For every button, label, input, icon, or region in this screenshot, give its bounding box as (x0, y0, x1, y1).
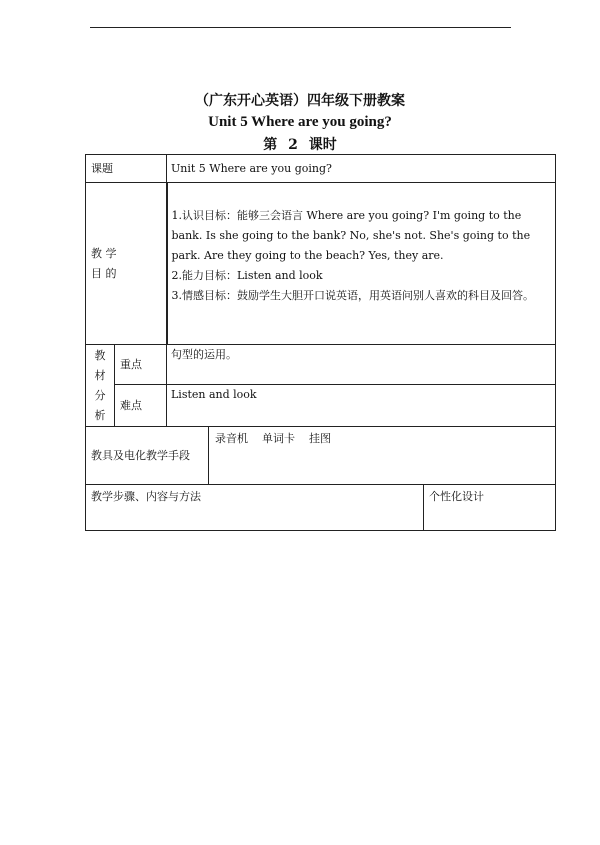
objective-2: 2.能力目标：Listen and look (171, 269, 323, 282)
topic-row (86, 155, 556, 183)
key-point-value: 句型的运用。 (167, 345, 556, 385)
lesson-plan-table (85, 154, 556, 531)
unit-title: Unit 5 Where are you going? (208, 114, 392, 130)
header-rule (90, 27, 511, 28)
steps-row (86, 485, 556, 531)
topic-value: Unit 5 Where are you going? (167, 155, 556, 183)
objectives-row (86, 183, 556, 345)
objectives-cell (167, 183, 556, 345)
personal-design-label: 个性化设计 (424, 485, 556, 531)
lesson-label: 第 2 课时 (263, 137, 337, 153)
tools-value: 录音机 单词卡 挂图 (209, 427, 556, 485)
difficulty-value: Listen and look (167, 385, 556, 427)
topic-label: 课题 (86, 155, 167, 183)
objectives-label: 教 学 目 的 (86, 183, 167, 345)
tools-label: 教具及电化教学手段 (86, 427, 209, 485)
analysis-label: 教 材 分 析 (86, 345, 115, 427)
difficulty-label: 难点 (115, 385, 167, 427)
key-point-label: 重点 (115, 345, 167, 385)
difficulty-row (86, 385, 556, 427)
steps-label: 教学步骤、内容与方法 (86, 485, 424, 531)
tools-row (86, 427, 556, 485)
document-title: （广东开心英语）四年级下册教案 (195, 93, 405, 109)
key-point-row (86, 345, 556, 385)
objective-3: 3.情感目标：鼓励学生大胆开口说英语，用英语问别人喜欢的科目及回答。 (171, 289, 534, 302)
objective-1: 1.认识目标：能够三会语言 Where are you going? I'm going to the bank. Is she going to the bank? No, she's not. She's going to the park. Are they going to the beach? Yes, they are. (171, 209, 531, 262)
